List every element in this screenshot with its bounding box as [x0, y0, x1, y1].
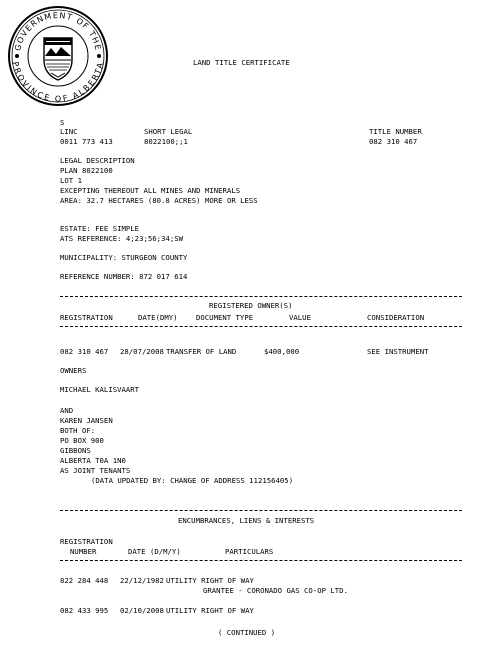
column-date: DATE (D/M/Y)	[128, 547, 181, 556]
encumbrance-number: 822 284 448	[60, 576, 109, 585]
divider	[60, 326, 462, 327]
encumbrances-heading: ENCUMBRANCES, LIENS & INTERESTS	[178, 516, 315, 525]
owner-date: 28/07/2008	[120, 347, 164, 356]
column-consideration: CONSIDERATION	[367, 313, 425, 322]
owner-address-line: BOTH OF:	[60, 426, 96, 435]
and-label: AND	[60, 406, 74, 415]
linc-value: 0011 773 413	[60, 137, 113, 146]
owner-document-type: TRANSFER OF LAND	[166, 347, 237, 356]
encumbrance-particulars: UTILITY RIGHT OF WAY	[166, 576, 254, 585]
s-marker: S	[60, 118, 65, 127]
owners-label: OWNERS	[60, 366, 87, 375]
municipality: MUNICIPALITY: STURGEON COUNTY	[60, 253, 188, 262]
reference-number: REFERENCE NUMBER: 872 017 614	[60, 272, 188, 281]
seal-top-text: GOVERNMENT OF THE	[13, 10, 103, 52]
province-seal	[6, 4, 110, 108]
estate-line: ESTATE: FEE SIMPLE	[60, 224, 140, 233]
column-registration: REGISTRATION	[60, 537, 113, 546]
title-number-value: 082 310 467	[369, 137, 418, 146]
legal-line: PLAN 8022100	[60, 166, 113, 175]
registered-owners-heading: REGISTERED OWNER(S)	[209, 301, 293, 310]
tenancy-line: AS JOINT TENANTS	[60, 466, 131, 475]
column-registration: REGISTRATION	[60, 313, 113, 322]
seal-bottom-text: PROVINCE OF ALBERTA	[10, 60, 106, 104]
owner-name: KAREN JANSEN	[60, 416, 113, 425]
owner-registration: 082 310 467	[60, 347, 109, 356]
legal-description-heading: LEGAL DESCRIPTION	[60, 156, 135, 165]
column-number: NUMBER	[70, 547, 97, 556]
column-particulars: PARTICULARS	[225, 547, 274, 556]
encumbrance-particulars: UTILITY RIGHT OF WAY	[166, 606, 254, 615]
encumbrance-date: 22/12/1982	[120, 576, 164, 585]
divider	[60, 510, 462, 511]
continued-label: ( CONTINUED )	[218, 628, 276, 637]
encumbrance-number: 082 433 995	[60, 606, 109, 615]
title-number-label: TITLE NUMBER	[369, 127, 422, 136]
short-legal-value: 8022100;;1	[144, 137, 188, 146]
linc-label: LINC	[60, 127, 78, 136]
data-updated-note: (DATA UPDATED BY: CHANGE OF ADDRESS 112156405)	[91, 476, 294, 485]
ats-reference: ATS REFERENCE: 4;23;56;34;SW	[60, 234, 184, 243]
legal-line: AREA: 32.7 HECTARES (80.8 ACRES) MORE OR LESS	[60, 196, 258, 205]
column-document-type: DOCUMENT TYPE	[196, 313, 254, 322]
divider	[60, 296, 462, 297]
legal-line: LOT 1	[60, 176, 82, 185]
owner-name: MICHAEL KALISVAART	[60, 385, 140, 394]
legal-line: EXCEPTING THEREOUT ALL MINES AND MINERALS	[60, 186, 241, 195]
owner-address-line: ALBERTA T0A 1N0	[60, 456, 126, 465]
coat-of-arms-icon	[44, 38, 72, 80]
document-title: LAND TITLE CERTIFICATE	[193, 58, 290, 67]
owner-address-line: PO BOX 900	[60, 436, 104, 445]
short-legal-label: SHORT LEGAL	[144, 127, 193, 136]
divider	[60, 560, 462, 561]
owner-value: $400,000	[264, 347, 300, 356]
owner-consideration: SEE INSTRUMENT	[367, 347, 429, 356]
owner-address-line: GIBBONS	[60, 446, 91, 455]
encumbrance-detail: GRANTEE - CORONADO GAS CO-OP LTD.	[203, 586, 348, 595]
column-value: VALUE	[289, 313, 311, 322]
column-date: DATE(DMY)	[138, 313, 178, 322]
encumbrance-date: 02/10/2008	[120, 606, 164, 615]
